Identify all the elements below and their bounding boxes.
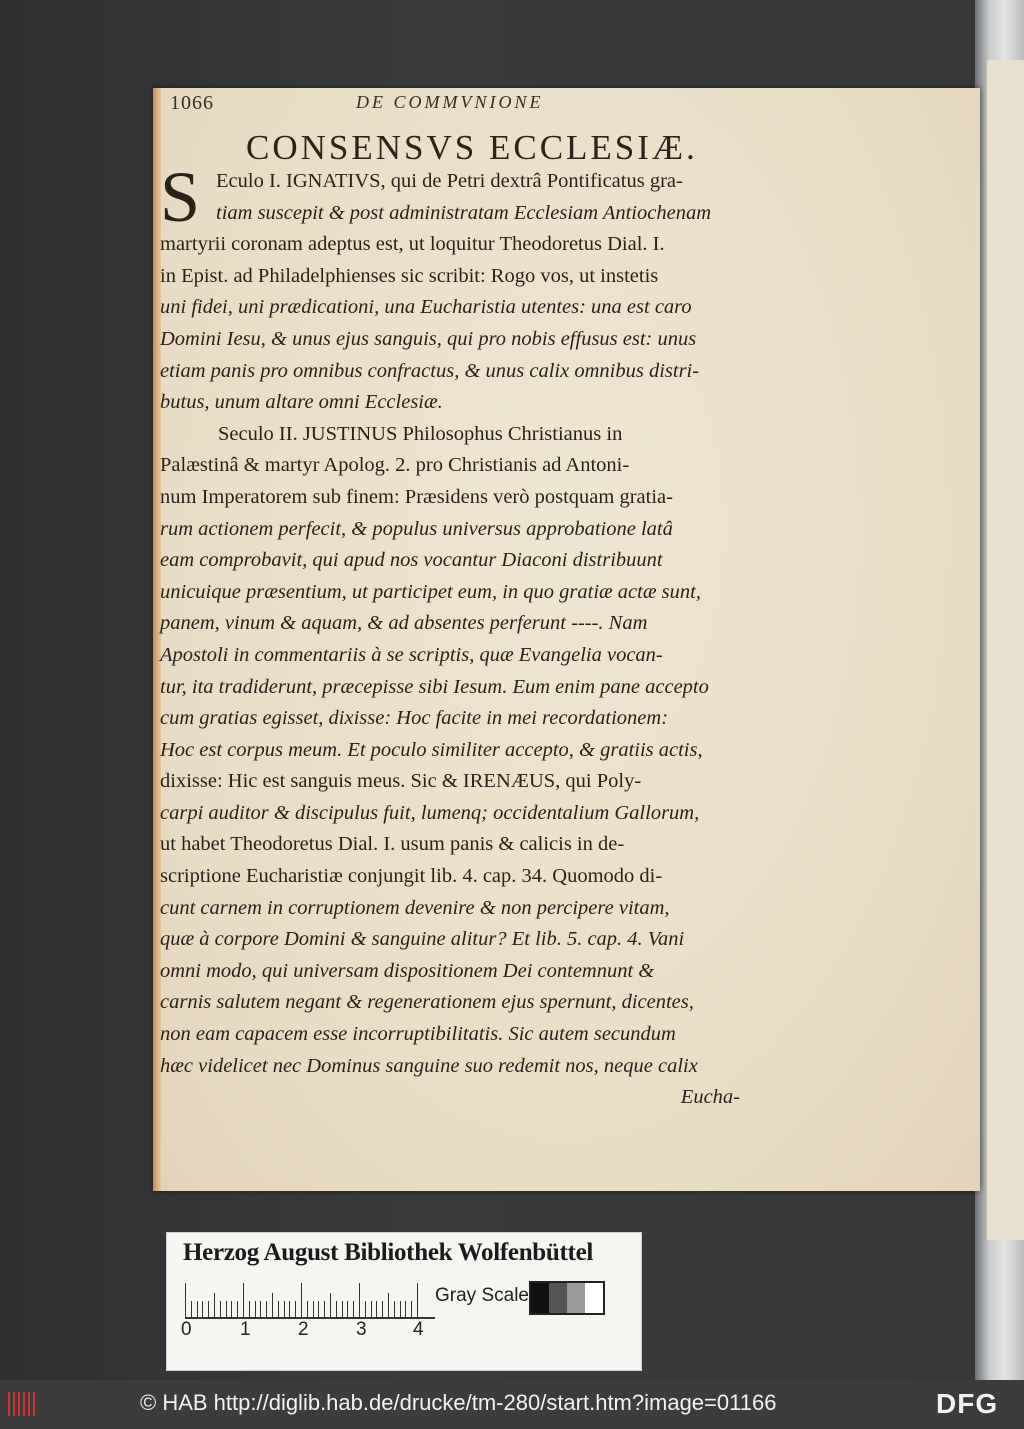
dfg-logo: DFG xyxy=(936,1388,999,1419)
text-line: cum gratias egisset, dixisse: Hoc facite in mei recordationem: xyxy=(160,707,669,730)
ruler-tick xyxy=(359,1283,360,1317)
text-line: Domini Iesu, & unus ejus sanguis, qui pro nobis effusus est: unus xyxy=(160,327,697,350)
ruler-tick xyxy=(197,1301,198,1317)
ruler-tick xyxy=(324,1301,325,1317)
gray-swatch xyxy=(567,1283,585,1313)
ruler-tick xyxy=(237,1301,238,1317)
gray-scale-swatches xyxy=(529,1281,605,1315)
hab-logo-icon xyxy=(8,1392,38,1416)
text-line: ut habet Theodoretus Dial. I. usum panis & calicis in de- xyxy=(160,833,625,856)
running-head xyxy=(170,92,770,116)
text-line: scriptione Eucharistiæ conjungit lib. 4. cap. 34. Quomodo di- xyxy=(160,865,663,888)
ruler-tick xyxy=(411,1301,412,1317)
text-line: butus, unum altare omni Ecclesiæ. xyxy=(160,391,443,414)
text-line: rum actionem perfecit, & populus universus approbatione latâ xyxy=(160,517,673,540)
text-line: carpi auditor & discipulus fuit, lumenq; occidentalium Gallorum, xyxy=(160,801,700,824)
text-line: Apostoli in commentariis à se scriptis, quæ Evangelia vocan- xyxy=(160,643,663,666)
text-line: omni modo, qui universam dispositionem Dei contemnunt & xyxy=(160,959,655,982)
section-heading: CONSENSVS ECCLESIÆ. xyxy=(246,128,698,167)
scale-number: 2 xyxy=(298,1319,309,1340)
ruler-tick xyxy=(353,1301,354,1317)
ruler-tick xyxy=(284,1301,285,1317)
library-label xyxy=(166,1232,642,1371)
ruler-tick xyxy=(388,1293,389,1317)
text-line: martyrii coronam adeptus est, ut loquitur Theodoretus Dial. I. xyxy=(160,233,665,256)
text-line: etiam panis pro omnibus confractus, & unus calix omnibus distri- xyxy=(160,359,700,382)
ruler-tick xyxy=(336,1301,337,1317)
drop-cap: S xyxy=(160,157,201,237)
ruler-tick xyxy=(266,1301,267,1317)
ruler-tick xyxy=(208,1301,209,1317)
text-line: unicuique præsentium, ut participet eum, in quo gratiæ actæ sunt, xyxy=(160,580,701,603)
ruler-tick xyxy=(342,1301,343,1317)
text-line: uni fidei, uni prædicationi, una Eucharistia utentes: una est caro xyxy=(160,296,692,319)
ruler-tick xyxy=(272,1293,273,1317)
scale-number: 3 xyxy=(356,1319,367,1340)
ruler-tick xyxy=(371,1301,372,1317)
text-line: quæ à corpore Domini & sanguine alitur? Et lib. 5. cap. 4. Vani xyxy=(160,928,685,951)
ruler-tick xyxy=(295,1301,296,1317)
text-line: eam comprobavit, qui apud nos vocantur Diaconi distribuunt xyxy=(160,549,663,572)
ruler-tick xyxy=(202,1301,203,1317)
ruler-tick xyxy=(394,1301,395,1317)
text-line: cunt carnem in corruptionem devenire & non percipere vitam, xyxy=(160,896,670,919)
page-number: 1066 xyxy=(170,92,214,114)
text-line: carnis salutem negant & regenerationem ejus spernunt, dicentes, xyxy=(160,991,694,1014)
ruler-tick xyxy=(255,1301,256,1317)
text-line: dixisse: Hic est sanguis meus. Sic & IRENÆUS, qui Poly- xyxy=(160,770,642,793)
text-line: hæc videlicet nec Dominus sanguine suo redemit nos, neque calix xyxy=(160,1054,698,1077)
ruler-tick xyxy=(307,1301,308,1317)
text-line: in Epist. ad Philadelphienses sic scribit: Rogo vos, ut instetis xyxy=(160,264,659,287)
text-line: tiam suscepit & post administratam Ecclesiam Antiochenam xyxy=(216,201,711,224)
text-line: Seculo II. JUSTINUS Philosophus Christianus in xyxy=(218,422,623,445)
gray-swatch xyxy=(531,1283,549,1313)
ruler-tick xyxy=(417,1283,418,1317)
ruler-tick xyxy=(249,1301,250,1317)
ruler-tick xyxy=(318,1301,319,1317)
scale-ruler xyxy=(185,1279,435,1319)
ruler-tick xyxy=(260,1301,261,1317)
gray-swatch xyxy=(585,1283,603,1313)
library-name: Herzog August Bibliothek Wolfenbüttel xyxy=(183,1239,594,1266)
text-line: num Imperatorem sub finem: Præsidens verò postquam gratia- xyxy=(160,485,673,508)
ruler-tick xyxy=(313,1301,314,1317)
gray-swatch xyxy=(549,1283,567,1313)
text-line: Hoc est corpus meum. Et poculo similiter accepto, & gratiis actis, xyxy=(160,738,703,761)
scale-number: 4 xyxy=(413,1319,424,1340)
ruler-tick xyxy=(376,1301,377,1317)
ruler-tick xyxy=(330,1293,331,1317)
text-line: Palæstinâ & martyr Apolog. 2. pro Christianis ad Antoni- xyxy=(160,454,630,477)
ruler-tick xyxy=(231,1301,232,1317)
catchword: Eucha- xyxy=(680,1086,740,1109)
scale-number: 0 xyxy=(181,1319,192,1340)
text-line: non eam capacem esse incorruptibilitatis. Sic autem secundum xyxy=(160,1023,676,1046)
ruler-tick xyxy=(405,1301,406,1317)
citation-link[interactable]: © HAB http://diglib.hab.de/drucke/tm-280/start.htm?image=01166 xyxy=(140,1390,777,1415)
gray-scale-label: Gray Scale xyxy=(435,1285,529,1306)
scale-number: 1 xyxy=(240,1319,251,1340)
ruler-tick xyxy=(185,1283,186,1317)
ruler-tick xyxy=(382,1301,383,1317)
ruler-tick xyxy=(347,1301,348,1317)
ruler-tick xyxy=(243,1283,244,1317)
ruler-tick xyxy=(301,1283,302,1317)
ruler-tick xyxy=(226,1301,227,1317)
next-page-edge xyxy=(975,0,1024,1380)
text-line: Eculo I. IGNATIVS, qui de Petri dextrâ Pontificatus gra- xyxy=(216,170,683,192)
ruler-tick xyxy=(400,1301,401,1317)
ruler-tick xyxy=(214,1293,215,1317)
ruler-tick xyxy=(191,1301,192,1317)
ruler-tick xyxy=(220,1301,221,1317)
footer-bar xyxy=(0,1380,1024,1429)
ruler-tick xyxy=(278,1301,279,1317)
text-line: tur, ita tradiderunt, præcepisse sibi Iesum. Eum enim pane accepto xyxy=(160,675,709,698)
ruler-tick xyxy=(365,1301,366,1317)
body-text xyxy=(160,157,740,1114)
running-title: DE COMMVNIONE xyxy=(356,92,544,112)
text-line: panem, vinum & aquam, & ad absentes perferunt ----. Nam xyxy=(160,612,648,635)
ruler-tick xyxy=(289,1301,290,1317)
